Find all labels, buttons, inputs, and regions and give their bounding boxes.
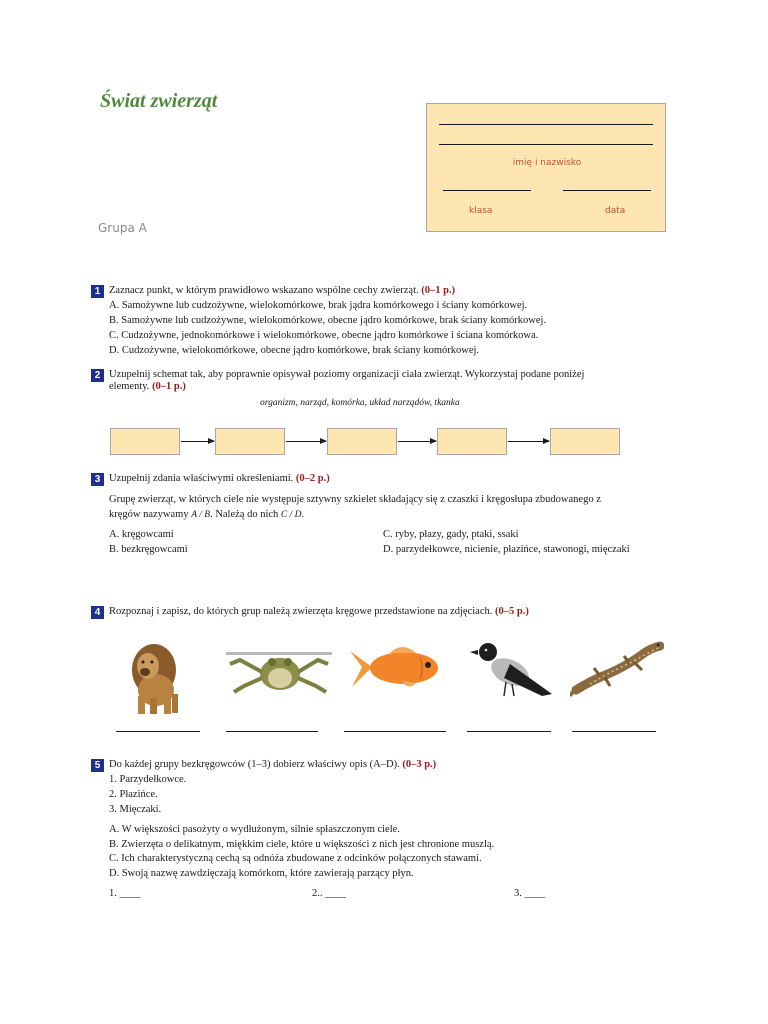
lion-photo — [116, 640, 188, 716]
name-line-2[interactable] — [439, 144, 653, 145]
q5-group-1: 1. Parzydełkowce. — [109, 774, 187, 785]
q3-sentence-line1: Grupę zwierząt, w których ciele nie występuje sztywny szkielet składający się z czaszki i kręgosłupa zbudowanego z — [109, 494, 601, 505]
crow-photo — [470, 638, 554, 700]
question-5-text: Do każdej grupy bezkręgowców (1–3) dobierz właściwy opis (A–D). (0–3 p.) — [109, 759, 437, 770]
question-3-text: Uzupełnij zdania właściwymi określeniami. (0–2 p.) — [109, 473, 330, 484]
name-line-1[interactable] — [439, 124, 653, 125]
q4-answer-line-2[interactable] — [226, 731, 318, 732]
question-2-text-line2: elementy. (0–1 p.) — [109, 381, 186, 392]
name-label: imię i nazwisko — [512, 158, 582, 168]
schema-arrow-4 — [508, 441, 549, 442]
q3-option-c[interactable]: C. ryby, płazy, gady, ptaki, ssaki — [383, 529, 519, 540]
question-number-3: 3 — [91, 473, 104, 486]
q1-option-c[interactable]: C. Cudzożywne, jednokomórkowe i wielokomórkowe, obecne jądro komórkowe i ściana komórkowa. — [109, 330, 539, 341]
question-number-1: 1 — [91, 285, 104, 298]
group-label: Grupa A — [98, 221, 147, 235]
date-label: data — [605, 206, 626, 216]
goldfish-photo — [346, 643, 442, 693]
question-number-4: 4 — [91, 606, 104, 619]
schema-arrow-1 — [181, 441, 214, 442]
q3-choice-cd[interactable]: C / D — [280, 510, 302, 520]
q3-option-d[interactable]: D. parzydełkowce, nicienie, płazińce, stawonogi, mięczaki — [383, 544, 630, 555]
date-line[interactable] — [563, 190, 651, 191]
worksheet-title: Świat zwierząt — [100, 90, 218, 112]
frog-photo — [226, 646, 332, 700]
q5-description-b: B. Zwierzęta o delikatnym, miękkim ciele, które u większości z nich jest chronione muszlą. — [109, 839, 495, 850]
schema-arrow-2 — [286, 441, 326, 442]
q2-elements-list: organizm, narząd, komórka, układ narządów, tkanka — [260, 398, 460, 408]
schema-box-2[interactable] — [215, 428, 285, 455]
schema-box-5[interactable] — [550, 428, 620, 455]
schema-box-3[interactable] — [327, 428, 397, 455]
question-1-text: Zaznacz punkt, w którym prawidłowo wskazano wspólne cechy zwierząt. (0–1 p.) — [109, 285, 456, 296]
q3-option-b[interactable]: B. bezkręgowcami — [109, 544, 188, 555]
schema-box-4[interactable] — [437, 428, 507, 455]
class-label: klasa — [469, 206, 493, 216]
q5-description-d: D. Swoją nazwę zawdzięczają komórkom, które zawierają parzący płyn. — [109, 868, 414, 879]
q3-sentence-line2: kręgów nazywamy A / B. Należą do nich C / D. — [109, 509, 305, 520]
q3-choice-ab[interactable]: A / B — [191, 510, 211, 520]
schema-box-1[interactable] — [110, 428, 180, 455]
q3-option-a[interactable]: A. kręgowcami — [109, 529, 174, 540]
q4-answer-line-5[interactable] — [572, 731, 656, 732]
class-line[interactable] — [443, 190, 531, 191]
q5-group-2: 2. Płazińce. — [109, 789, 158, 800]
question-number-5: 5 — [91, 759, 104, 772]
q5-answer-3[interactable]: 3. ____ — [514, 888, 546, 899]
q5-description-a: A. W większości pasożyty o wydłużonym, silnie spłaszczonym ciele. — [109, 824, 400, 835]
question-4-text: Rozpoznaj i zapisz, do których grup należą zwierzęta kręgowe przedstawione na zdjęciach. (0–5 p.) — [109, 606, 529, 617]
question-2-text-line1: Uzupełnij schemat tak, aby poprawnie opisywał poziomy organizacji ciała zwierząt. Wykorzystaj podane poniżej — [109, 369, 585, 380]
q4-answer-line-1[interactable] — [116, 731, 200, 732]
q1-option-b[interactable]: B. Samożywne lub cudzożywne, wielokomórkowe, obecne jądro komórkowe, brak ściany komórkowej. — [109, 315, 547, 326]
q5-answer-2[interactable]: 2.. ____ — [312, 888, 347, 899]
q5-answer-1[interactable]: 1. ____ — [109, 888, 141, 899]
q4-answer-line-3[interactable] — [344, 731, 446, 732]
q5-group-3: 3. Mięczaki. — [109, 804, 162, 815]
q1-option-a[interactable]: A. Samożywne lub cudzożywne, wielokomórkowe, brak jądra komórkowego i ściany komórkowej. — [109, 300, 528, 311]
q4-answer-line-4[interactable] — [467, 731, 551, 732]
schema-arrow-3 — [398, 441, 436, 442]
student-info-box — [426, 103, 666, 232]
q5-description-c: C. Ich charakterystyczną cechą są odnóża zbudowane z odcinków połączonych stawami. — [109, 853, 482, 864]
q1-option-d[interactable]: D. Cudzożywne, wielokomórkowe, obecne jądro komórkowe, brak ściany komórkowej. — [109, 345, 480, 356]
lizard-photo — [570, 638, 664, 698]
question-number-2: 2 — [91, 369, 104, 382]
